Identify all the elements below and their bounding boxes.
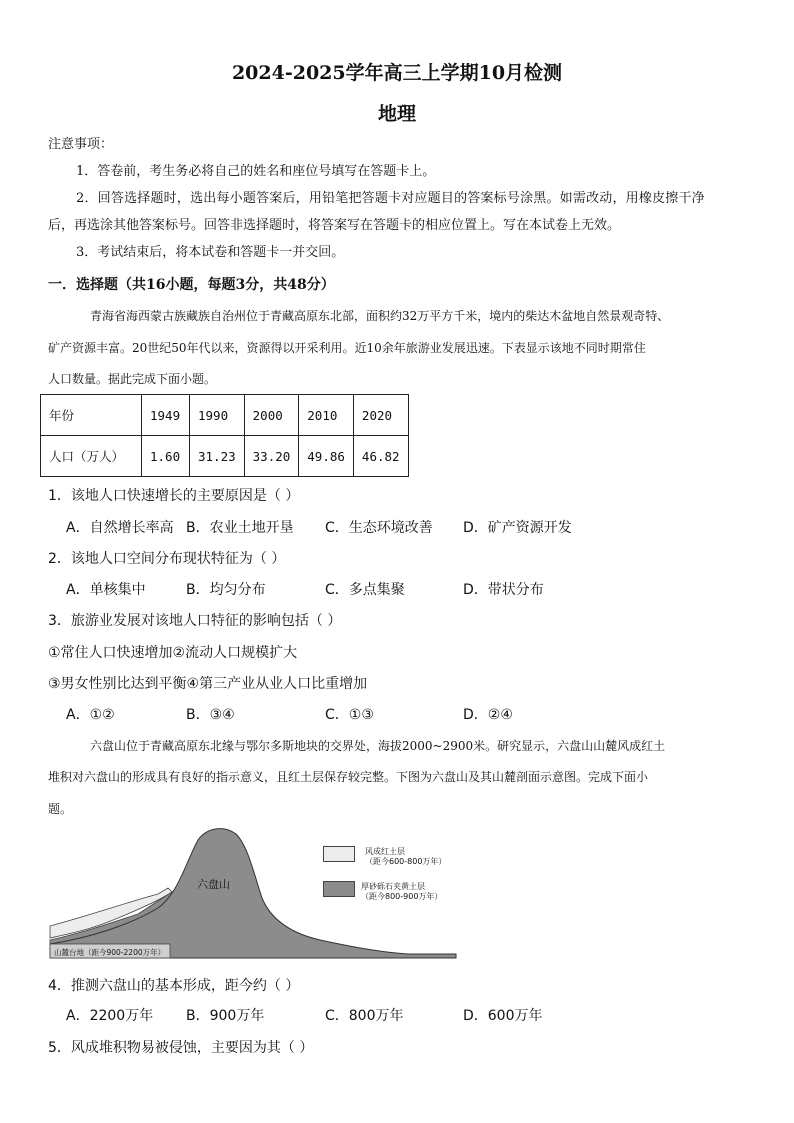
question-4-option-b[interactable]: B．900万年 bbox=[186, 1008, 265, 1024]
question-3-option-a[interactable]: A．①② bbox=[66, 707, 115, 723]
table-cell-population: 49.86 bbox=[299, 436, 354, 477]
mountain-label: 六盘山 bbox=[197, 878, 230, 891]
platform-label: 山麓台地（距今900-2200万年） bbox=[54, 948, 166, 957]
legend-red-clay-age: （距今600-800万年） bbox=[365, 857, 447, 866]
question-3-statements-1: ①常住人口快速增加②流动人口规模扩大 bbox=[48, 645, 298, 661]
table-cell-year: 1990 bbox=[190, 395, 245, 436]
question-1-option-d[interactable]: D．矿产资源开发 bbox=[463, 520, 572, 536]
table-cell-year: 1949 bbox=[142, 395, 190, 436]
legend-gravel-name: 厚砂砾石夹黄土层 bbox=[361, 882, 425, 891]
question-1-option-c[interactable]: C．生态环境改善 bbox=[325, 520, 433, 536]
question-3-option-d[interactable]: D．②④ bbox=[463, 707, 513, 723]
question-2-option-d[interactable]: D．带状分布 bbox=[463, 582, 544, 598]
passage2-line2: 堆积对六盘山的形成具有良好的指示意义，且红土层保存较完整。下图为六盘山及其山麓剖面示意图。完成下面小 bbox=[48, 770, 649, 784]
notice-heading: 注意事项： bbox=[48, 137, 114, 152]
table-cell-population: 46.82 bbox=[353, 436, 408, 477]
passage2-line3: 题。 bbox=[48, 802, 73, 816]
notice-item-1: 1．答卷前，考生务必将自己的姓名和座位号填写在答题卡上。 bbox=[76, 164, 436, 179]
question-1-stem: 1．该地人口快速增长的主要原因是（ ） bbox=[48, 488, 300, 504]
exam-title: 2024-2025学年高三上学期10月检测 bbox=[231, 62, 563, 84]
question-2-option-b[interactable]: B．均匀分布 bbox=[186, 582, 266, 598]
question-3-stem: 3．旅游业发展对该地人口特征的影响包括（ ） bbox=[48, 613, 342, 629]
question-2-stem: 2．该地人口空间分布现状特征为（ ） bbox=[48, 551, 286, 567]
passage1-line2: 矿产资源丰富。20世纪50年代以来，资源得以开采利用。近10余年旅游业发展迅速。下表显示该地不同时期常住 bbox=[48, 341, 646, 355]
question-4-option-d[interactable]: D．600万年 bbox=[463, 1008, 543, 1024]
question-2-option-c[interactable]: C．多点集聚 bbox=[325, 582, 405, 598]
table-cell-year: 2020 bbox=[353, 395, 408, 436]
passage1-line1: 青海省海西蒙古族藏族自治州位于青藏高原东北部，面积约32万平方千米，境内的柴达木盆地自然景观奇特、 bbox=[90, 309, 670, 323]
subject-title: 地理 bbox=[377, 103, 416, 125]
question-3-option-b[interactable]: B．③④ bbox=[186, 707, 235, 723]
notice-item-3: 3．考试结束后，将本试卷和答题卡一并交回。 bbox=[76, 245, 345, 260]
passage1-line3: 人口数量。据此完成下面小题。 bbox=[48, 372, 217, 386]
question-3-statements-2: ③男女性别比达到平衡④第三产业从业人口比重增加 bbox=[48, 676, 368, 692]
population-table bbox=[40, 394, 409, 477]
table-row-years bbox=[41, 395, 409, 436]
notice-item-2-line2: 后，再选涂其他答案标号。回答非选择题时，将答案写在答题卡的相应位置上。写在本试卷上无效。 bbox=[48, 218, 621, 233]
table-cell-year: 2010 bbox=[299, 395, 354, 436]
table-cell-population: 31.23 bbox=[190, 436, 245, 477]
legend-swatch-red-clay bbox=[323, 846, 355, 862]
table-cell-population: 1.60 bbox=[142, 436, 190, 477]
table-row-population bbox=[41, 436, 409, 477]
table-header-population: 人口（万人） bbox=[41, 436, 142, 477]
question-2-option-a[interactable]: A．单核集中 bbox=[66, 582, 146, 598]
legend-red-clay-name: 风成红土层 bbox=[365, 847, 405, 856]
question-4-option-a[interactable]: A．2200万年 bbox=[66, 1008, 154, 1024]
table-cell-population: 33.20 bbox=[244, 436, 299, 477]
question-5-stem: 5．风成堆积物易被侵蚀，主要因为其（ ） bbox=[48, 1040, 314, 1056]
notice-item-2-line1: 2．回答选择题时，选出每小题答案后，用铅笔把答题卡对应题目的答案标号涂黑。如需改动，用橡皮擦干净 bbox=[76, 191, 705, 206]
table-cell-year: 2000 bbox=[244, 395, 299, 436]
legend-gravel-age: （距今800-900万年） bbox=[361, 892, 443, 901]
legend-swatch-gravel bbox=[323, 881, 355, 897]
passage2-line1: 六盘山位于青藏高原东北缘与鄂尔多斯地块的交界处，海拔2000~2900米。研究显示，六盘山山麓风成红土 bbox=[90, 739, 666, 753]
section-heading: 一．选择题（共16小题，每题3分，共48分） bbox=[48, 277, 335, 293]
question-1-option-a[interactable]: A．自然增长率高 bbox=[66, 520, 174, 536]
question-3-option-c[interactable]: C．①③ bbox=[325, 707, 374, 723]
table-header-year: 年份 bbox=[41, 395, 142, 436]
question-4-stem: 4．推测六盘山的基本形成，距今约（ ） bbox=[48, 978, 300, 994]
question-1-option-b[interactable]: B．农业土地开垦 bbox=[186, 520, 294, 536]
question-4-option-c[interactable]: C．800万年 bbox=[325, 1008, 404, 1024]
